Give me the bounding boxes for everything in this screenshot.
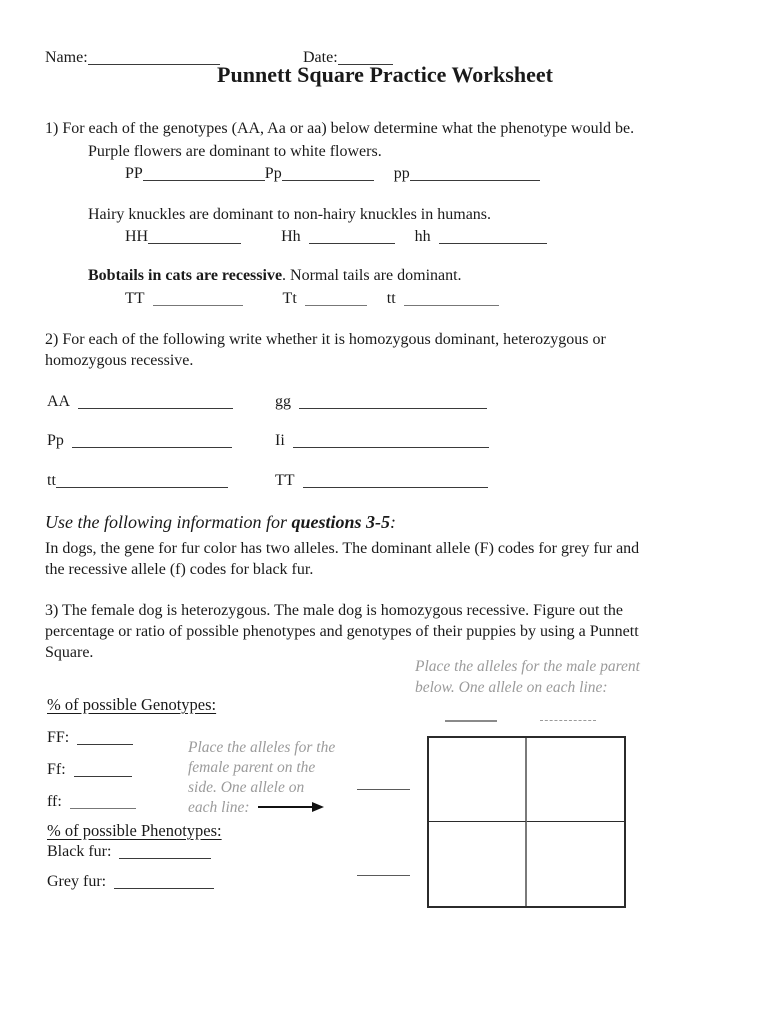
genotype-label: tt (386, 290, 396, 307)
female-parent-hint-line2: female parent on the (188, 759, 316, 776)
genotypes-heading: % of possible Genotypes: (47, 695, 217, 714)
genotype-label: TT (125, 290, 145, 307)
info-heading (45, 512, 396, 533)
genotype-label: Pp (264, 165, 282, 182)
answer-blank (74, 763, 132, 777)
male-parent-hint-line2: below. One allele on each line: (415, 679, 608, 696)
answer-blank (78, 395, 233, 409)
genotype-label: ff: (47, 793, 62, 810)
answer-blank (282, 167, 374, 181)
phenotypes-heading: % of possible Phenotypes: (47, 821, 222, 840)
phenotype-answer-black (47, 841, 211, 862)
q1-genotype-row-tails (125, 288, 499, 309)
genotype-label: AA (47, 393, 71, 410)
date-label: Date: (303, 49, 338, 66)
bobtails-rest-text: . Normal tails are dominant. (282, 267, 462, 284)
phenotype-answer-grey (47, 871, 214, 892)
answer-blank (119, 845, 211, 859)
info-heading-colon: : (390, 512, 397, 532)
q2-row-tt-TT (47, 470, 547, 491)
answer-blank (299, 395, 487, 409)
genotype-answer-ff (47, 791, 136, 812)
q1-genotype-row-knuckles (125, 226, 547, 247)
genotype-answer-Ff (47, 759, 132, 780)
genotype-label: Tt (282, 290, 297, 307)
q2-row-pp-ii (47, 430, 547, 451)
info-heading-italic: Use the following information for (45, 512, 292, 532)
q3-prompt-line1: 3) The female dog is heterozygous. The male dog is homozygous recessive. Figure out the (45, 602, 623, 619)
answer-blank (410, 167, 540, 181)
info-heading-bold: questions 3-5 (291, 512, 391, 532)
answer-blank (143, 167, 265, 181)
genotype-label: hh (414, 228, 431, 245)
punnett-cell (429, 738, 527, 822)
genotype-answer-FF (47, 727, 133, 748)
genotype-label: Hh (281, 228, 301, 245)
answer-blank (293, 434, 489, 448)
female-parent-hint-line1: Place the alleles for the (188, 739, 336, 756)
q1-hairy-statement: Hairy knuckles are dominant to non-hairy knuckles in humans. (88, 206, 492, 223)
answer-blank (305, 292, 367, 306)
punnett-cell (527, 822, 625, 906)
answer-blank (77, 731, 133, 745)
male-allele-line-1 (445, 712, 497, 722)
female-parent-hint-line3: side. One allele on (188, 779, 305, 796)
female-allele-line-2 (357, 867, 410, 876)
genotype-label: pp (393, 165, 410, 182)
genotype-label: FF: (47, 729, 70, 746)
answer-blank (404, 292, 499, 306)
genotype-label: Pp (47, 432, 64, 449)
q1-genotype-row-flowers (125, 163, 540, 184)
genotype-label: gg (275, 393, 291, 410)
genotype-label: Ii (275, 432, 285, 449)
q1-purple-statement: Purple flowers are dominant to white flowers. (88, 143, 382, 160)
genotype-label: tt (47, 472, 56, 489)
q2-row-aa-gg (47, 391, 547, 412)
genotype-label: Ff: (47, 761, 66, 778)
male-allele-line-2 (540, 713, 596, 721)
page-title: Punnett Square Practice Worksheet (217, 62, 553, 87)
info-body-line2: the recessive allele (f) codes for black fur. (45, 561, 314, 578)
genotype-label: PP (125, 165, 143, 182)
female-parent-hint-line4: each line: (188, 799, 250, 816)
punnett-cell (429, 822, 527, 906)
answer-blank (309, 230, 395, 244)
info-body-line1: In dogs, the gene for fur color has two alleles. The dominant allele (F) codes for grey fur and (45, 540, 640, 557)
answer-blank (148, 230, 241, 244)
answer-blank (153, 292, 243, 306)
answer-blank (56, 474, 228, 488)
arrow-right-icon (256, 800, 326, 814)
female-allele-line-1 (357, 781, 410, 790)
q3-prompt-line2: percentage or ratio of possible phenotypes and genotypes of their puppies by using a Punnett (45, 623, 639, 640)
name-label: Name: (45, 49, 88, 66)
genotype-label: TT (275, 472, 295, 489)
answer-blank (303, 474, 488, 488)
bobtails-bold-text: Bobtails in cats are recessive (88, 267, 283, 284)
phenotype-label: Grey fur: (47, 873, 107, 890)
punnett-cell (527, 738, 625, 822)
answer-blank (70, 795, 136, 809)
phenotype-label: Black fur: (47, 843, 112, 860)
male-parent-hint-line1: Place the alleles for the male parent (415, 658, 640, 675)
answer-blank (72, 434, 232, 448)
punnett-square (427, 736, 626, 908)
genotype-label: HH (125, 228, 149, 245)
q3-prompt-line3: Square. (45, 644, 94, 661)
q1-prompt: 1) For each of the genotypes (AA, Aa or aa) below determine what the phenotype would be. (45, 120, 635, 137)
name-blank (88, 51, 220, 65)
q2-prompt-line2: homozygous recessive. (45, 352, 194, 369)
answer-blank (439, 230, 547, 244)
q2-prompt-line1: 2) For each of the following write whether it is homozygous dominant, heterozygous or (45, 331, 606, 348)
answer-blank (114, 875, 214, 889)
q1-bobtails-statement (88, 265, 462, 286)
